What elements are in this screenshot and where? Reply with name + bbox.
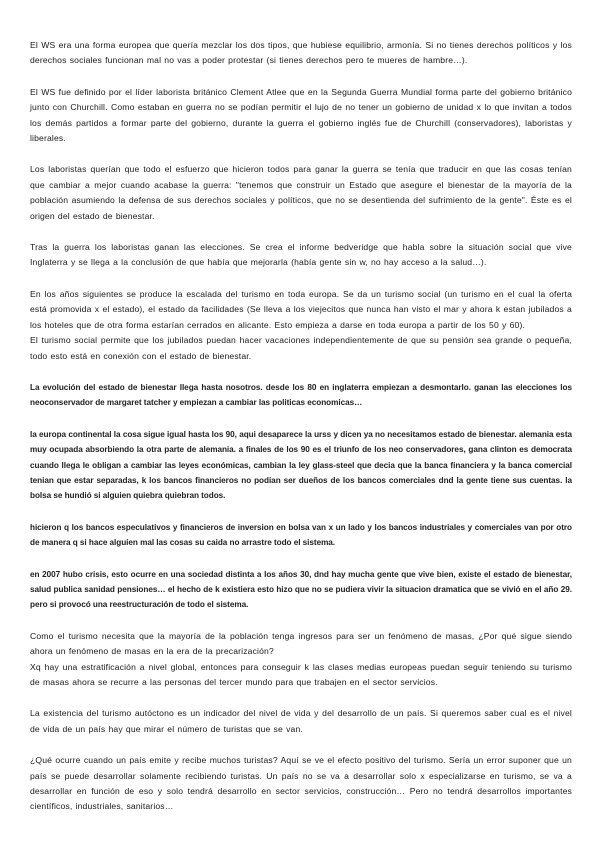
paragraph-laboristas: Los laboristas querían que todo el esfuerzo que hicieron todos para ganar la guerra se tenía que traducir en que las cosas tenían que cambiar a mejor cuando acabase la guerra: "tenemos que construir un Estado que asegure el bienestar de la mayoría de la población asumiendo la defensa de sus derechos sociales y políticos, que no se desentienda del sufrimiento de la gente". Éste es el origen del estado de bienestar. xyxy=(30,164,572,221)
paragraph-welfare-evolution: La evolución del estado de bienestar llega hasta nosotros. desde los 80 en inglaterra empiezan a desmontarlo. ganan las elecciones los neoconservador de margaret tatcher y empiezan a cambiar las politicas economicas… xyxy=(30,382,572,408)
paragraph-emit-receive-tourists: ¿Qué ocurre cuando un país emite y recibe muchos turistas? Aquí se ve el efecto positivo del turismo. Sería un error suponer que un país se puede desarrollar solamente recibiendo turistas. Un país no se va a desarrollar solo x especializarse en turismo, se va a desarrollar en función de eso y solo tendrá desarrollo en sector servicios, construcción… Pero no tendrá desarrollos importantes científicos, industriales, sanitarios… xyxy=(30,755,572,812)
paragraph-ws-definition: El WS era una forma europea que quería mezclar los dos tipos, que hubiese equilibrio, armonía. Si no tienes derechos políticos y los derechos sociales funcionan mal no vas a poder protestar (si tienes derechos pero te mueres de hambre…). xyxy=(30,40,572,66)
paragraph-pensioners-tourism: El turismo social permite que los jubilados puedan hacer vacaciones independientemente de que su pensión sea grande o pequeña, todo esto está en conexión con el estado de bienestar. xyxy=(30,335,572,361)
paragraph-mass-tourism-question: Como el turismo necesita que la mayoría de la población tenga ingresos para ser un fenómeno de masas, ¿Por qué sigue siendo ahora un fenómeno de masas en la era de la precarización? xyxy=(30,630,572,657)
document-page xyxy=(30,38,572,831)
paragraph-banking-separation: hicieron q los bancos especulativos y financieros de inversion en bolsa van x un lado y los bancos industriales y comerciales van por otro de manera q si hace alguien mal las cosas su caida no arrastre todo el sistema. xyxy=(30,522,572,548)
paragraph-global-stratification: Xq hay una estratificación a nivel global, entonces para conseguir k las clases medias europeas puedan seguir teniendo su turismo de masas ahora se recurre a las personas del tercer mundo para que trabajen en el sector servicios. xyxy=(30,661,572,687)
paragraph-clement-atlee: El WS fue definido por el líder laborista británico Clement Atlee que en la Segunda Guerra Mundial forma parte del gobierno británico junto con Churchill. Como estaban en guerra no se podían permitir el lujo de no tener un gobierno de unidad x lo que invitan a todos los demás partidos a formar parte del gobierno, durante la guerra el gobierno inglés fue de Churchill (conservadores), laboristas y liberales. xyxy=(30,86,572,144)
paragraph-continental-europe: la europa continental la cosa sigue igual hasta los 90, aqui desaparece la urss y dicen ya no necesitamos estado de bienestar. alemania esta muy ocupada absorbiendo la otra parte de alemania. a finales de los 90 es el triunfo de los neo conservadores, gana clinton es democrata cuando llega le obligan a cambiar las leyes económicas, cambian la ley glass-steel que decia que la banca financiera y la banca comercial tenian que estar separadas, k los bancos financieros no podian ser dueños de los bancos comerciales dnd la gente tiene sus cuentas. la bolsa se hundió si alguien quiebra quiebran todos. xyxy=(30,429,572,501)
paragraph-social-tourism: En los años siguientes se produce la escalada del turismo en toda europa. Se da un turismo social (un turismo en el cual la oferta está promovida x el estado), el estado da facilidades (Se lleva a los viejecitos que nunca han visto el mar y ahora k estan jubilados a los hoteles que de otra forma estarían cerrados en alicante. Esto empieza a darse en toda europa a partir de los 50 y 60). xyxy=(30,288,572,330)
paragraph-2007-crisis: en 2007 hubo crisis, esto ocurre en una sociedad distinta a los años 30, dnd hay mucha gente que vive bien, existe el estado de bienestar, salud publica sanidad pensiones… el hecho de k existiera esto hizo que no se pudiera vivir la situacion dramatica que se vivió en el año 29. pero si provocó una reestructuración de todo el sistema. xyxy=(30,569,572,610)
paragraph-autochthonous-tourism: La existencia del turismo autóctono es un indicador del nivel de vida y del desarrollo de un país. Si queremos saber cual es el nivel de vida de un país hay que mirar el número de turistas que se van. xyxy=(30,708,572,734)
paragraph-postwar-elections: Tras la guerra los laboristas ganan las elecciones. Se crea el informe bedveridge que habla sobre la situación social que vive Inglaterra y se llega a la conclusión de que había que mejorarla (había gente sin w, no hay acceso a la salud…). xyxy=(30,242,572,268)
